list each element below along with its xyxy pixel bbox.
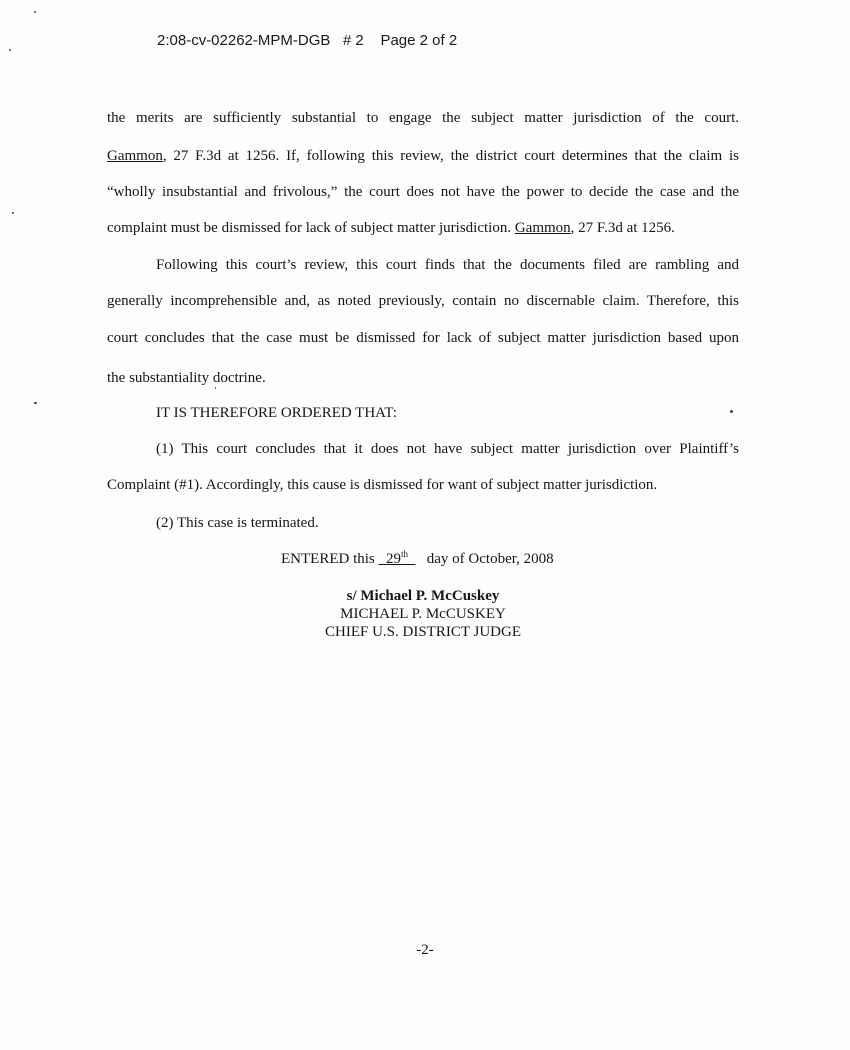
order-item-2: (2) This case is terminated. xyxy=(156,515,319,531)
entered-day-number: 29 xyxy=(386,551,401,567)
page-label: Page 2 of 2 xyxy=(380,32,458,49)
case-header xyxy=(157,32,457,49)
signature-line xyxy=(300,587,546,605)
case-citation: Gammon xyxy=(514,220,571,236)
body-line: “wholly insubstantial and frivolous,” the court does not have the power to decide the case and the xyxy=(107,184,739,200)
scan-speck xyxy=(34,402,37,404)
judge-name: MICHAEL P. McCUSKEY xyxy=(340,606,506,622)
body-text: , 27 F.3d at 1256. xyxy=(570,220,675,236)
entered-day xyxy=(379,551,416,567)
body-line xyxy=(107,147,739,165)
entered-line xyxy=(281,549,554,568)
body-text: complaint must be dismissed for lack of subject matter jurisdiction. xyxy=(107,220,515,236)
judge-title: CHIEF U.S. DISTRICT JUDGE xyxy=(325,624,521,640)
order-heading: IT IS THEREFORE ORDERED THAT: xyxy=(156,405,397,421)
page-number: -2- xyxy=(416,942,434,958)
entered-day-suffix: th xyxy=(401,549,409,559)
scan-speck xyxy=(12,212,14,214)
document-number: # 2 xyxy=(342,32,364,49)
scan-speck xyxy=(215,387,216,389)
body-line: the substantiality doctrine. xyxy=(107,370,266,386)
scan-speck xyxy=(9,49,11,51)
case-number: 2:08-cv-02262-MPM-DGB xyxy=(157,32,331,49)
body-line: Following this court’s review, this court finds that the documents filed are rambling and xyxy=(156,257,739,273)
body-line: court concludes that the case must be dismissed for lack of subject matter jurisdiction based upon xyxy=(107,330,739,346)
order-item-1-continued: Complaint (#1). Accordingly, this cause is dismissed for want of subject matter jurisdiction. xyxy=(107,477,658,493)
body-line: generally incomprehensible and, as noted previously, contain no discernable claim. Therefore, this xyxy=(107,293,739,309)
case-citation: Gammon xyxy=(107,148,163,164)
entered-suffix: day of October, 2008 xyxy=(415,551,554,567)
order-item-1: (1) This court concludes that it does not have subject matter jurisdiction over Plaintiff’s xyxy=(156,441,739,457)
scan-speck xyxy=(730,410,733,413)
scan-speck xyxy=(34,11,36,13)
body-line: the merits are sufficiently substantial to engage the subject matter jurisdiction of the court. xyxy=(107,110,739,126)
body-text: , 27 F.3d at 1256. If, following this review, the district court determines that the claim is xyxy=(162,148,739,164)
electronic-signature: s/ Michael P. McCuskey xyxy=(346,588,500,604)
entered-prefix: ENTERED this xyxy=(281,551,379,567)
body-line xyxy=(107,219,739,237)
